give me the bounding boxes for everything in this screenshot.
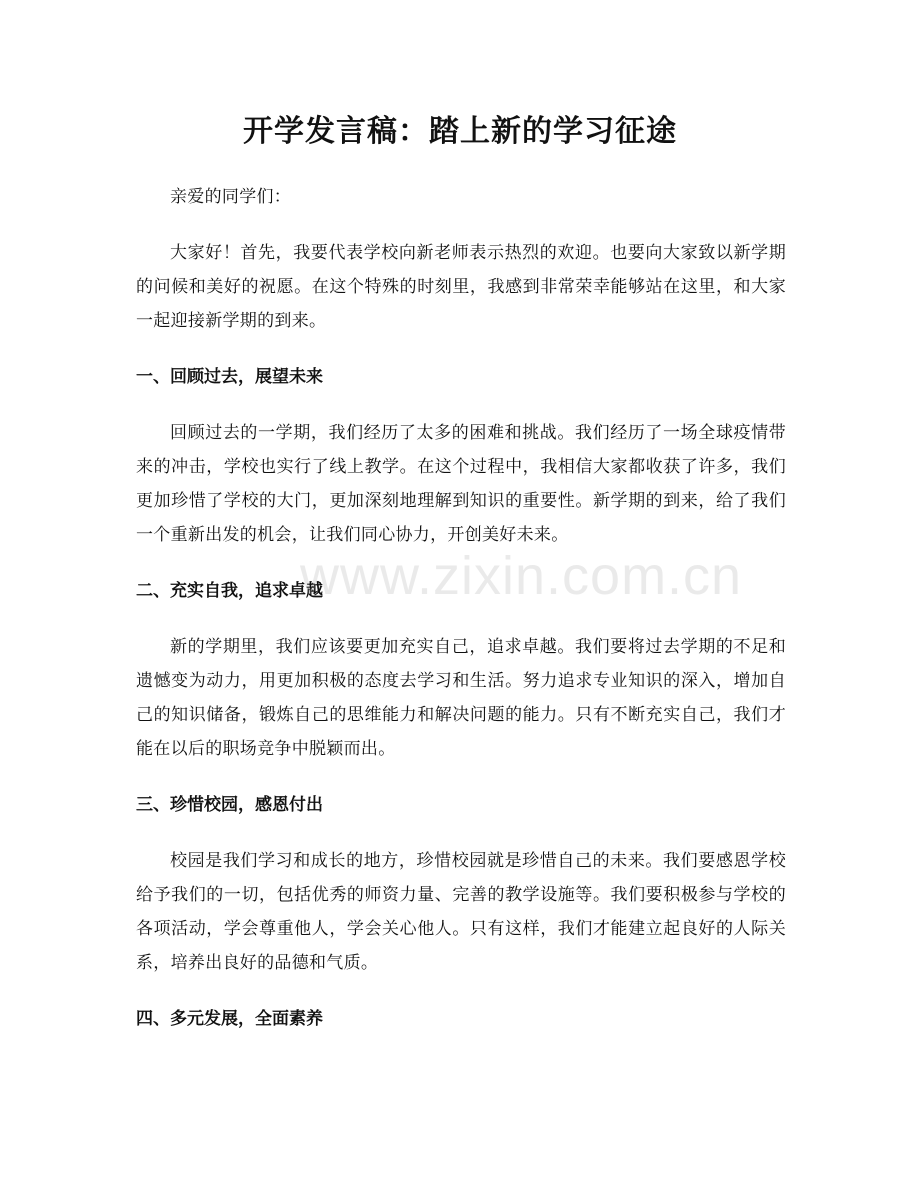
- section-heading-3: 三、珍惜校园，感恩付出: [136, 795, 323, 815]
- intro-paragraph: 大家好！首先，我要代表学校向新老师表示热烈的欢迎。也要向大家致以新学期的问候和美好的祝愿。在这个特殊的时刻里，我感到非常荣幸能够站在这里，和大家一起迎接新学期的到来。: [136, 243, 786, 331]
- watermark: www.zixin.com.cn: [300, 546, 743, 606]
- section-body-2: 新的学期里，我们应该要更加充实自己，追求卓越。我们要将过去学期的不足和遗憾变为动力，用更加积极的态度去学习和生活。努力追求专业知识的深入，增加自己的知识储备，锻炼自己的思维能力和解决问题的能力。只有不断充实自己，我们才能在以后的职场竞争中脱颖而出。: [136, 637, 786, 759]
- section-heading-2: 二、充实自我，追求卓越: [136, 581, 323, 601]
- salutation: 亲爱的同学们：: [170, 187, 292, 207]
- section-heading-4: 四、多元发展，全面素养: [136, 1009, 323, 1029]
- section-heading-1: 一、回顾过去，展望未来: [136, 367, 323, 387]
- section-body-3: 校园是我们学习和成长的地方，珍惜校园就是珍惜自己的未来。我们要感恩学校给予我们的一切，包括优秀的师资力量、完善的教学设施等。我们要积极参与学校的各项活动，学会尊重他人，学会关心他人。只有这样，我们才能建立起良好的人际关系，培养出良好的品德和气质。: [136, 851, 786, 973]
- section-body-1: 回顾过去的一学期，我们经历了太多的困难和挑战。我们经历了一场全球疫情带来的冲击，学校也实行了线上教学。在这个过程中，我相信大家都收获了许多，我们更加珍惜了学校的大门，更加深刻地理解到知识的重要性。新学期的到来，给了我们一个重新出发的机会，让我们同心协力，开创美好未来。: [136, 423, 786, 545]
- document-body: [136, 180, 786, 1058]
- document-title: 开学发言稿：踏上新的学习征途: [243, 114, 677, 149]
